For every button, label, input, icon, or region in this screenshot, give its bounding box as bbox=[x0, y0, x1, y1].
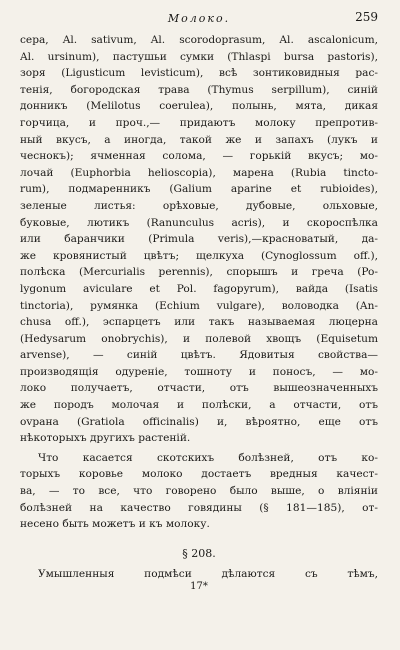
text-line: ный вкусъ, а иногда, такой же и запахъ (лукъ и bbox=[20, 133, 378, 146]
text-line: Al. ursinum), пастушьи сумки (Thlaspi bursa pastoris), bbox=[20, 50, 378, 63]
text-line: chusa off.), эспарцетъ или такъ называемая люцерна bbox=[20, 316, 378, 329]
running-title: Молоко. bbox=[167, 12, 231, 25]
body-text bbox=[20, 32, 378, 533]
text-line: lygonum aviculare et Pol. fagopyrum), вайда (Isatis bbox=[20, 282, 378, 295]
text-line: донникъ (Melilotus coeruleа), полынь, мята, дикая bbox=[20, 100, 378, 113]
text-line: локо получаетъ, отчасти, отъ вышеозначенныхъ bbox=[20, 382, 378, 395]
catchline: Умышленныя подмѣси дѣлаются съ тѣмъ, bbox=[38, 567, 378, 580]
signature-mark: 17* bbox=[190, 580, 208, 592]
text-line: же породъ молочая и полѣски, а отчасти, отъ bbox=[20, 399, 378, 412]
text-line: Что касается скотскихъ болѣзней, отъ ко- bbox=[38, 451, 378, 464]
text-line: зоря (Ligusticum levisticum), всѣ зонтиковидныя рас- bbox=[20, 67, 378, 80]
paragraph-plants bbox=[20, 32, 378, 447]
page-number: 259 bbox=[355, 10, 378, 24]
text-line: (Hedysarum onobrychis), и полевой хвощъ (Equisetum bbox=[20, 332, 378, 345]
section-heading: § 208. bbox=[182, 546, 216, 560]
text-line: лочай (Euphorbia helioscopia), марена (Rubia tincto- bbox=[20, 166, 378, 179]
text-line: сера, Al. sativum, Al. scorodoprasum, Al. ascalonicum, bbox=[20, 34, 378, 46]
text-line: ва, — то все, что говорено было выше, о вліяніи bbox=[20, 485, 378, 498]
text-line: или баранчики (Primula veris),—красноватый, да- bbox=[20, 233, 378, 246]
text-line: горчица, и проч.,— придаютъ молоку препротив- bbox=[20, 116, 378, 129]
text-line: несено быть можетъ и къ молоку. bbox=[20, 518, 210, 531]
paragraph-diseases bbox=[20, 450, 378, 533]
text-line: торыхъ коровье молоко достаетъ вредныя качест- bbox=[20, 468, 378, 481]
text-line: производящія одуреніе, тошноту и поносъ, — мо- bbox=[20, 365, 378, 378]
text-line: tinctoria), румянка (Echium vulgare), воловодка (An- bbox=[20, 299, 378, 312]
text-line: зеленые листья: орѣховые, дубовые, ольховые, bbox=[20, 199, 378, 212]
text-line: нѣкоторыхъ другихъ растеній. bbox=[20, 432, 191, 445]
text-line: буковые, лютикъ (Ranunculus acris), и скороспѣлка bbox=[20, 216, 378, 229]
text-line: чеснокъ); ячменная солома, — горькій вкусъ; мо- bbox=[20, 150, 378, 163]
text-line: arvense), — синій цвѣтъ. Ядовитыя свойства— bbox=[20, 349, 378, 362]
running-head bbox=[20, 10, 378, 28]
text-line: болѣзней на качество говядины (§ 181—185), от- bbox=[20, 501, 378, 514]
text-line: полѣска (Mercurialis perennis), спорышъ и греча (Po- bbox=[20, 266, 378, 279]
text-line: тенія, богородская трава (Thymus serpillum), синій bbox=[20, 83, 378, 96]
text-line: же кровянистый цвѣтъ; щелкуха (Cynoglossum off.), bbox=[20, 249, 378, 262]
text-line: rum), подмаренникъ (Galium aparine et rubioides), bbox=[20, 183, 378, 196]
text-line: ovрана (Gratiola officinalis) и, вѣроятно, еще отъ bbox=[20, 415, 378, 428]
